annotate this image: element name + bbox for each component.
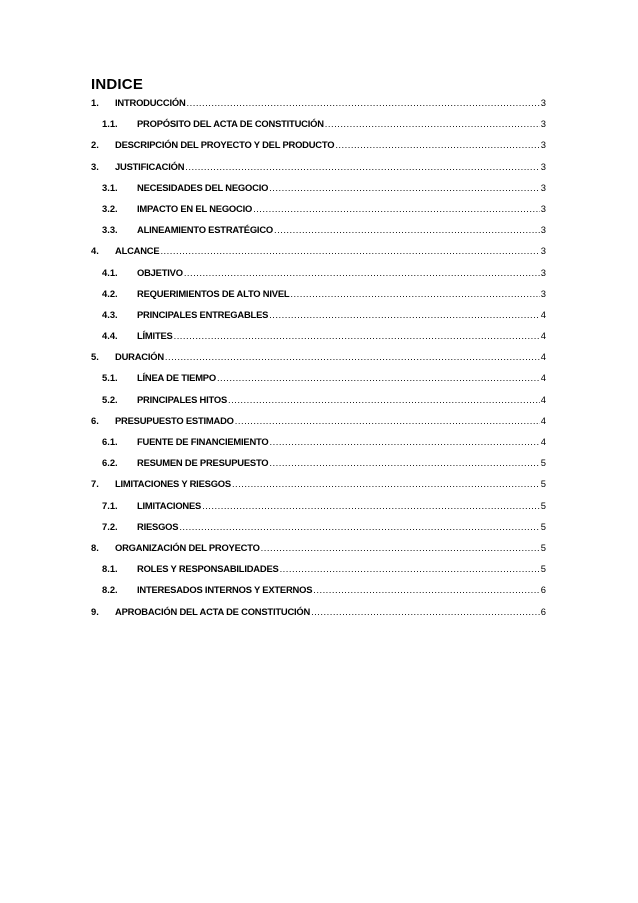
toc-entry-number: 4.1. [102, 266, 118, 278]
toc-entry[interactable] [91, 118, 546, 139]
toc-entry-label: NECESIDADES DEL NEGOCIO [137, 181, 269, 193]
toc-entry-label: PRINCIPALES ENTREGABLES [137, 308, 269, 320]
toc-dot-leader [253, 203, 540, 214]
toc-entry[interactable] [91, 267, 546, 288]
toc-entry-page-number: 5 [540, 541, 546, 553]
toc-entry-number: 7.2. [102, 520, 118, 532]
toc-entry-number: 6.2. [102, 457, 118, 469]
toc-entry[interactable] [91, 330, 546, 351]
toc-entry[interactable] [91, 394, 546, 415]
toc-dot-leader [274, 224, 540, 235]
toc-entry-page-number: 4 [540, 330, 546, 342]
toc-dot-leader [232, 478, 540, 489]
toc-dot-leader [185, 161, 540, 172]
toc-entry-number: 3.2. [102, 202, 118, 214]
toc-dot-leader [325, 118, 540, 129]
toc-entry-page-number: 3 [540, 287, 546, 299]
toc-entry[interactable] [91, 457, 546, 478]
toc-dot-leader [335, 139, 539, 150]
toc-entry-number: 1.1. [102, 118, 118, 130]
toc-dot-leader [228, 394, 540, 405]
toc-entry-label: LÍNEA DE TIEMPO [137, 372, 216, 384]
toc-entry-number: 1. [91, 97, 99, 108]
toc-entry-label: LÍMITES [137, 330, 173, 342]
toc-entry-number: 4. [91, 245, 99, 257]
toc-entry-label: ALINEAMIENTO ESTRATÉGICO [137, 224, 274, 236]
toc-entry-number: 7.1. [102, 499, 118, 511]
toc-entry-label: JUSTIFICACIÓN [115, 160, 185, 172]
toc-dot-leader [270, 436, 540, 447]
toc-entry-label: REQUERIMIENTOS DE ALTO NIVEL [137, 287, 290, 299]
toc-entry-number: 5. [91, 351, 99, 363]
toc-entry-label: RIESGOS [137, 520, 179, 532]
toc-entry-page-number: 3 [540, 160, 546, 172]
toc-dot-leader [311, 606, 540, 617]
toc-dot-leader [202, 500, 540, 511]
toc-entry-page-number: 3 [540, 202, 546, 214]
toc-entry-page-number: 5 [540, 520, 546, 532]
toc-entry-label: RESUMEN DE PRESUPUESTO [137, 457, 269, 469]
toc-entry-page-number: 5 [540, 457, 546, 469]
toc-entry-page-number: 4 [540, 308, 546, 320]
toc-entry[interactable] [91, 436, 546, 457]
toc-entry-label: INTERESADOS INTERNOS Y EXTERNOS [137, 584, 313, 596]
toc-entry-page-number: 3 [540, 224, 546, 236]
toc-entry[interactable] [91, 203, 546, 224]
toc-dot-leader [184, 267, 540, 278]
toc-dot-leader [160, 245, 539, 256]
toc-entry[interactable] [91, 563, 546, 584]
toc-entry-page-number: 3 [540, 139, 546, 151]
toc-dot-leader [269, 457, 539, 468]
toc-entry[interactable] [91, 245, 546, 266]
toc-entry-label: PROPÓSITO DEL ACTA DE CONSTITUCIÓN [137, 118, 324, 130]
toc-entry-label: FUENTE DE FINANCIEMIENTO [137, 436, 269, 447]
toc-entry[interactable] [91, 372, 546, 393]
toc-entry-number: 6.1. [102, 436, 118, 447]
toc-entry-page-number: 4 [540, 414, 546, 426]
toc-entry-number: 4.4. [102, 330, 118, 342]
toc-dot-leader [174, 330, 540, 341]
toc-dot-leader [269, 309, 540, 320]
toc-entry-page-number: 3 [540, 181, 546, 193]
toc-dot-leader [165, 351, 540, 362]
toc-entry-number: 7. [91, 478, 99, 490]
toc-entry[interactable] [91, 415, 546, 436]
toc-dot-leader [179, 521, 539, 532]
toc-entry-label: INTRODUCCIÓN [115, 97, 186, 108]
toc-entry-label: ALCANCE [115, 245, 160, 257]
toc-entry-page-number: 5 [540, 499, 546, 511]
table-of-contents [91, 97, 546, 627]
toc-entry-number: 5.2. [102, 393, 118, 405]
toc-entry-page-number: 5 [540, 563, 546, 575]
toc-entry-label: DESCRIPCIÓN DEL PROYECTO Y DEL PRODUCTO [115, 139, 335, 151]
toc-entry[interactable] [91, 521, 546, 542]
toc-entry[interactable] [91, 500, 546, 521]
toc-entry-label: ROLES Y RESPONSABILIDADES [137, 563, 279, 575]
toc-entry[interactable] [91, 606, 546, 627]
toc-dot-leader [313, 584, 540, 595]
toc-entry-number: 3.1. [102, 181, 118, 193]
toc-entry-number: 4.3. [102, 308, 118, 320]
toc-entry[interactable] [91, 224, 546, 245]
toc-dot-leader [280, 563, 540, 574]
toc-dot-leader [217, 372, 540, 383]
toc-entry[interactable] [91, 584, 546, 605]
toc-entry-page-number: 6 [540, 584, 546, 596]
toc-entry-number: 3. [91, 160, 99, 172]
toc-entry-label: LIMITACIONES Y RIESGOS [115, 478, 231, 490]
toc-entry-label: APROBACIÓN DEL ACTA DE CONSTITUCIÓN [115, 605, 311, 617]
toc-entry-number: 6. [91, 414, 99, 426]
toc-entry-page-number: 4 [540, 393, 546, 405]
toc-entry-label: IMPACTO EN EL NEGOCIO [137, 202, 253, 214]
toc-entry-number: 8. [91, 541, 99, 553]
toc-entry-page-number: 4 [540, 372, 546, 384]
toc-entry-label: ORGANIZACIÓN DEL PROYECTO [115, 541, 260, 553]
toc-dot-leader [261, 542, 540, 553]
toc-entry-label: DURACIÓN [115, 351, 164, 363]
toc-entry[interactable] [91, 542, 546, 563]
toc-entry-page-number: 3 [540, 118, 546, 130]
toc-entry-page-number: 6 [540, 605, 546, 617]
toc-entry-page-number: 3 [540, 97, 546, 108]
toc-entry-number: 9. [91, 605, 99, 617]
toc-entry-number: 8.1. [102, 563, 118, 575]
toc-entry[interactable] [91, 351, 546, 372]
toc-entry[interactable] [91, 161, 546, 182]
toc-entry-number: 3.3. [102, 224, 118, 236]
toc-dot-leader [235, 415, 540, 426]
toc-entry-number: 8.2. [102, 584, 118, 596]
toc-entry-label: LIMITACIONES [137, 499, 202, 511]
toc-entry-number: 5.1. [102, 372, 118, 384]
toc-title: INDICE [91, 76, 144, 93]
toc-entry[interactable] [91, 478, 546, 499]
toc-entry-label: PRINCIPALES HITOS [137, 393, 228, 405]
toc-entry-page-number: 5 [540, 478, 546, 490]
toc-entry-label: OBJETIVO [137, 266, 183, 278]
toc-entry-page-number: 3 [540, 245, 546, 257]
toc-dot-leader [290, 288, 539, 299]
toc-entry-label: PRESUPUESTO ESTIMADO [115, 414, 234, 426]
toc-entry-number: 4.2. [102, 287, 118, 299]
toc-entry[interactable] [91, 309, 546, 330]
toc-entry-page-number: 4 [540, 436, 546, 447]
toc-entry-page-number: 3 [540, 266, 546, 278]
toc-entry[interactable] [91, 288, 546, 309]
toc-dot-leader [269, 182, 540, 193]
toc-entry[interactable] [91, 182, 546, 203]
toc-entry-number: 2. [91, 139, 99, 151]
toc-entry[interactable] [91, 97, 546, 118]
toc-entry[interactable] [91, 139, 546, 160]
toc-dot-leader [187, 97, 540, 108]
toc-entry-page-number: 4 [540, 351, 546, 363]
